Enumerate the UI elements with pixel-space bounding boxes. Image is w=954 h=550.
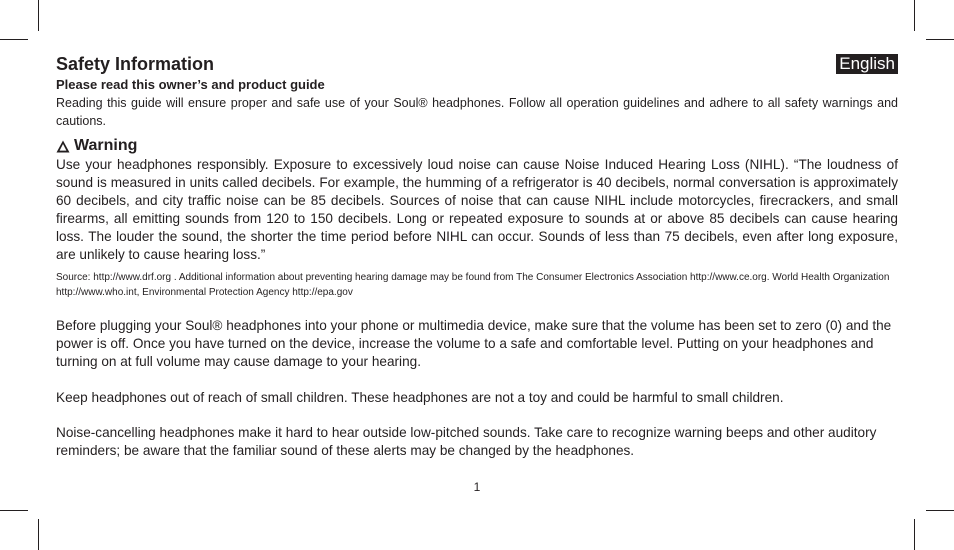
crop-mark (38, 519, 39, 550)
crop-mark (0, 510, 28, 511)
crop-mark (914, 519, 915, 550)
warning-heading-label: Warning (74, 137, 138, 154)
paragraph-noise-cancelling: Noise-cancelling headphones make it hard to hear outside low-pitched sounds. Take care to recognize warning beeps and other auditory reminders; be aware that the familiar sound of these alerts may be changed by the headphones. (56, 425, 877, 458)
document-page (56, 53, 898, 460)
page-number: 1 (473, 480, 481, 494)
crop-mark (914, 0, 915, 31)
warning-icon (56, 140, 70, 153)
crop-mark (38, 0, 39, 31)
warning-text: Use your headphones responsibly. Exposure to excessively loud noise can cause Noise Induced Hearing Loss (NIHL). “The loudness of sound is measured in units called decibels. For example, the humming of a refrigerator is 40 decibels, normal conversation is approximately 60 decibels, and city traffic noise can be 85 decibels. Sources of noise that can cause NIHL include motorcycles, firecrackers, and small firearms, all emitting sounds from 120 to 150 decibels. Long or repeated exposure to sounds at or above 85 decibels can cause hearing loss. The louder the sound, the shorter the time period before NIHL can occur. Sounds of less than 75 decibels, even after long exposure, are unlikely to cause hearing loss.” (56, 157, 898, 262)
paragraph-volume: Before plugging your Soul® headphones into your phone or multimedia device, make sure that the volume has been set to zero (0) and the power is off. Once you have turned on the device, increase the volume to a safe and comfortable level. Putting on your headphones and turning on at full volume may cause damage to your hearing. (56, 318, 892, 369)
source-note: Source: http://www.drf.org . Additional information about preventing hearing damage may be found from The Consumer Electronics Association http://www.ce.org. World Health Organization http://www.who.int, Environmental Protection Agency http://epa.gov (56, 272, 890, 298)
title-row (56, 53, 898, 75)
crop-mark (926, 510, 954, 511)
intro-subtitle: Please read this owner’s and product guide (56, 77, 325, 92)
intro-text: Reading this guide will ensure proper and safe use of your Soul® headphones. Follow all operation guidelines and adhere to all safety warnings and cautions. (56, 96, 898, 128)
crop-mark (0, 39, 28, 40)
page-title: Safety Information (56, 54, 215, 74)
warning-heading (56, 136, 898, 156)
language-badge: English (836, 54, 898, 74)
paragraph-children: Keep headphones out of reach of small children. These headphones are not a toy and could be harmful to small children. (56, 390, 784, 405)
crop-mark (926, 39, 954, 40)
